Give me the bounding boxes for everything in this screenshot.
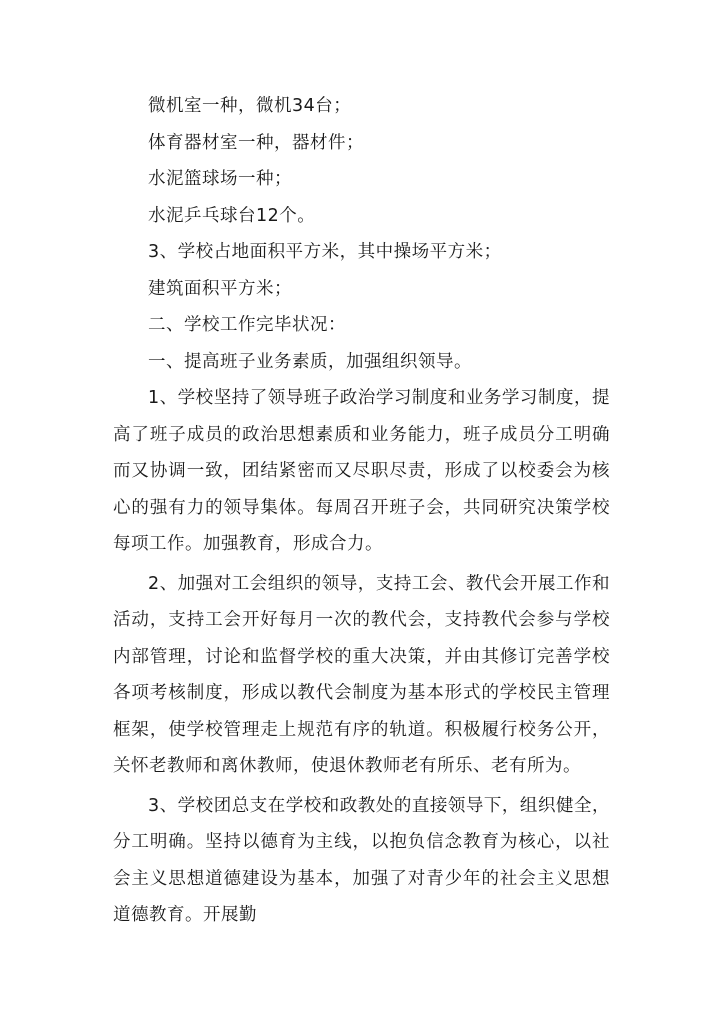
text-line: 体育器材室一种，器材件； — [148, 132, 364, 153]
text-line: 3、学校占地面积平方米，其中操场平方米； — [148, 242, 502, 262]
text-line: 水泥篮球场一种； — [148, 169, 292, 189]
text-line: 建筑面积平方米； — [148, 278, 292, 299]
paragraph: 3、学校团总支在学校和政教处的直接领导下，组织健全，分工明确。坚持以德育为主线，以抱负信念教育为核心，以社会主义思想道德建设为基本，加强了对青少年的社会主义思想道德教育。开展勤 — [113, 795, 610, 925]
paragraph: 1、学校坚持了领导班子政治学习制度和业务学习制度，提高了班子成员的政治思想素质和业务能力，班子成员分工明确而又协调一致，团结紧密而又尽职尽责，形成了以校委会为核心的强有力的领导集体。每周召开班子会，共同研究决策学校每项工作。加强教育，形成合力。 — [113, 388, 610, 554]
subsection-heading: 一、提高班子业务素质，加强组织领导。 — [148, 351, 472, 372]
document-body — [113, 88, 610, 937]
paragraph: 2、加强对工会组织的领导，支持工会、教代会开展工作和活动，支持工会开好每月一次的教代会，支持教代会参与学校内部管理，讨论和监督学校的重大决策，并由其修订完善学校各项考核制度，形成以教代会制度为基本形式的学校民主管理框架，使学校管理走上规范有序的轨道。积极履行校务公开，关怀老教师和离休教师，使退休教师老有所乐、老有所为。 — [113, 573, 610, 776]
text-line: 微机室一种，微机34台； — [148, 96, 352, 116]
text-line: 水泥乒乓球台12个。 — [148, 205, 316, 226]
section-heading: 二、学校工作完毕状况： — [148, 315, 346, 335]
